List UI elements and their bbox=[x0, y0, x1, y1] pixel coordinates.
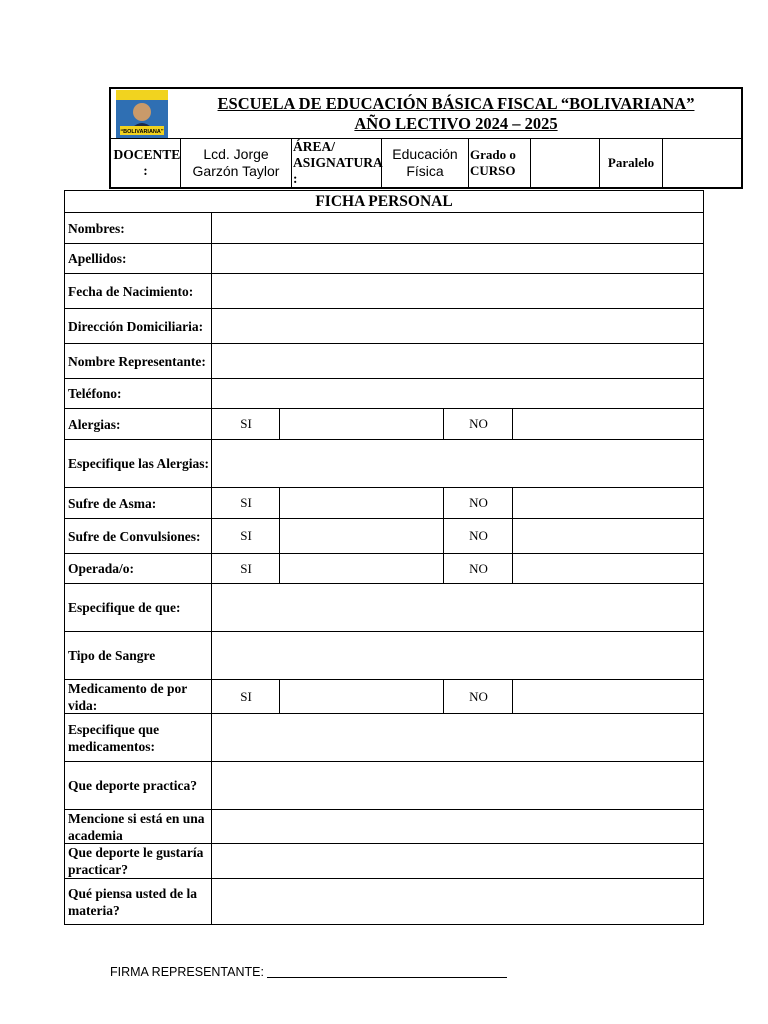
docente-label-cell bbox=[111, 138, 180, 187]
si-label: SI bbox=[240, 528, 252, 543]
deporte-input[interactable] bbox=[211, 762, 703, 809]
asma-no-input[interactable] bbox=[512, 488, 703, 518]
no-label: NO bbox=[469, 688, 488, 704]
row-representante bbox=[65, 343, 703, 378]
operada-no-input[interactable] bbox=[512, 554, 703, 583]
si-cell bbox=[211, 554, 280, 583]
si-label: SI bbox=[240, 560, 252, 576]
no-cell bbox=[443, 680, 513, 713]
row-convulsiones bbox=[65, 518, 703, 553]
convulsiones-si-input[interactable] bbox=[279, 519, 444, 553]
paralelo-label-cell bbox=[600, 138, 662, 187]
row-especifique-que bbox=[65, 583, 703, 631]
alergias-no-input[interactable] bbox=[512, 409, 703, 439]
paralelo-label: Paralelo bbox=[607, 154, 655, 170]
area-value-cell[interactable] bbox=[382, 138, 468, 187]
especifique-medicamentos-input[interactable] bbox=[211, 714, 703, 761]
si-label: SI bbox=[240, 416, 252, 431]
paralelo-value-cell[interactable] bbox=[663, 138, 741, 187]
field-label: Alergias: bbox=[68, 416, 121, 432]
field-label: Especifique de que: bbox=[68, 600, 181, 615]
docente-value-cell[interactable] bbox=[181, 138, 291, 187]
signature-line bbox=[110, 965, 507, 979]
no-label: NO bbox=[469, 416, 488, 431]
si-cell bbox=[211, 680, 280, 713]
no-label: NO bbox=[469, 560, 488, 576]
row-telefono bbox=[65, 378, 703, 408]
field-label: Que deporte practica? bbox=[68, 778, 197, 793]
no-cell bbox=[443, 409, 513, 439]
row-nombres bbox=[65, 212, 703, 243]
field-label: Nombre Representante: bbox=[68, 353, 206, 369]
school-title: ESCUELA DE EDUCACIÓN BÁSICA FISCAL “BOLIVARIANA” bbox=[217, 94, 695, 113]
form-title: FICHA PERSONAL bbox=[315, 193, 453, 210]
grado-label: Grado o CURSO bbox=[470, 146, 516, 178]
field-label: Tipo de Sangre bbox=[68, 648, 156, 663]
field-label: Qué piensa usted de la materia? bbox=[68, 886, 198, 918]
si-label: SI bbox=[240, 688, 252, 704]
convulsiones-no-input[interactable] bbox=[512, 519, 703, 553]
row-alergias bbox=[65, 408, 703, 439]
si-cell bbox=[211, 409, 280, 439]
docente-label: DOCENTE : bbox=[113, 146, 181, 178]
si-cell bbox=[211, 488, 280, 518]
area-label: ÁREA/ ASIGNATURA : bbox=[293, 138, 383, 186]
school-header bbox=[109, 87, 743, 189]
tipo-sangre-input[interactable] bbox=[211, 632, 703, 679]
no-cell bbox=[443, 554, 513, 583]
field-label: Nombres: bbox=[68, 220, 125, 236]
row-direccion bbox=[65, 308, 703, 343]
field-label: Sufre de Asma: bbox=[68, 495, 157, 511]
row-deporte-gustaria bbox=[65, 843, 703, 878]
medicamento-no-input[interactable] bbox=[512, 680, 703, 713]
row-apellidos bbox=[65, 243, 703, 273]
representante-input[interactable] bbox=[211, 344, 703, 378]
row-fecha-nacimiento bbox=[65, 273, 703, 308]
no-label: NO bbox=[469, 528, 488, 543]
si-cell bbox=[211, 519, 280, 553]
school-logo bbox=[116, 90, 168, 138]
row-operada bbox=[65, 553, 703, 583]
row-asma bbox=[65, 487, 703, 518]
operada-si-input[interactable] bbox=[279, 554, 444, 583]
field-label: Sufre de Convulsiones: bbox=[68, 528, 201, 544]
academia-input[interactable] bbox=[211, 810, 703, 843]
row-materia bbox=[65, 878, 703, 925]
row-especifique-medicamentos bbox=[65, 713, 703, 761]
field-label: Apellidos: bbox=[68, 251, 127, 266]
direccion-input[interactable] bbox=[211, 309, 703, 343]
school-year: AÑO LECTIVO 2024 – 2025 bbox=[354, 114, 558, 133]
field-label: Especifique las Alergias: bbox=[68, 456, 209, 471]
field-label: Mencione si está en una academia bbox=[68, 810, 205, 843]
area-label-cell bbox=[293, 138, 381, 187]
signature-field[interactable] bbox=[267, 977, 507, 978]
svg-text:“BOLIVARIANA”: “BOLIVARIANA” bbox=[120, 129, 164, 135]
nombres-input[interactable] bbox=[211, 213, 703, 243]
especifique-alergias-input[interactable] bbox=[211, 440, 703, 487]
row-tipo-sangre bbox=[65, 631, 703, 679]
docente-value: Lcd. Jorge Garzón Taylor bbox=[192, 145, 280, 179]
row-especifique-alergias bbox=[65, 439, 703, 487]
field-label: Fecha de Nacimiento: bbox=[68, 283, 194, 299]
especifique-que-input[interactable] bbox=[211, 584, 703, 631]
si-label: SI bbox=[240, 495, 252, 510]
deporte-gustaria-input[interactable] bbox=[211, 844, 703, 878]
alergias-si-input[interactable] bbox=[279, 409, 444, 439]
fecha-nacimiento-input[interactable] bbox=[211, 274, 703, 308]
row-academia bbox=[65, 809, 703, 843]
field-label: Dirección Domiciliaria: bbox=[68, 318, 204, 334]
telefono-input[interactable] bbox=[211, 379, 703, 408]
field-label: Operada/o: bbox=[68, 561, 134, 576]
row-deporte bbox=[65, 761, 703, 809]
field-label: Especifique que medicamentos: bbox=[68, 721, 160, 754]
row-medicamento bbox=[65, 679, 703, 713]
area-value: Educación Física bbox=[392, 145, 458, 179]
signature-label: FIRMA REPRESENTANTE: bbox=[110, 965, 264, 979]
grado-value-cell[interactable] bbox=[531, 138, 599, 187]
field-label: Teléfono: bbox=[68, 386, 122, 401]
grado-label-cell bbox=[470, 138, 530, 187]
no-cell bbox=[443, 519, 513, 553]
no-label: NO bbox=[469, 495, 488, 510]
field-label: Que deporte le gustaría practicar? bbox=[68, 845, 204, 877]
no-cell bbox=[443, 488, 513, 518]
asma-si-input[interactable] bbox=[279, 488, 444, 518]
medicamento-si-input[interactable] bbox=[279, 680, 444, 713]
ficha-personal-table bbox=[64, 190, 704, 925]
field-label: Medicamento de por vida: bbox=[68, 680, 187, 713]
apellidos-input[interactable] bbox=[211, 244, 703, 273]
materia-input[interactable] bbox=[211, 879, 703, 925]
